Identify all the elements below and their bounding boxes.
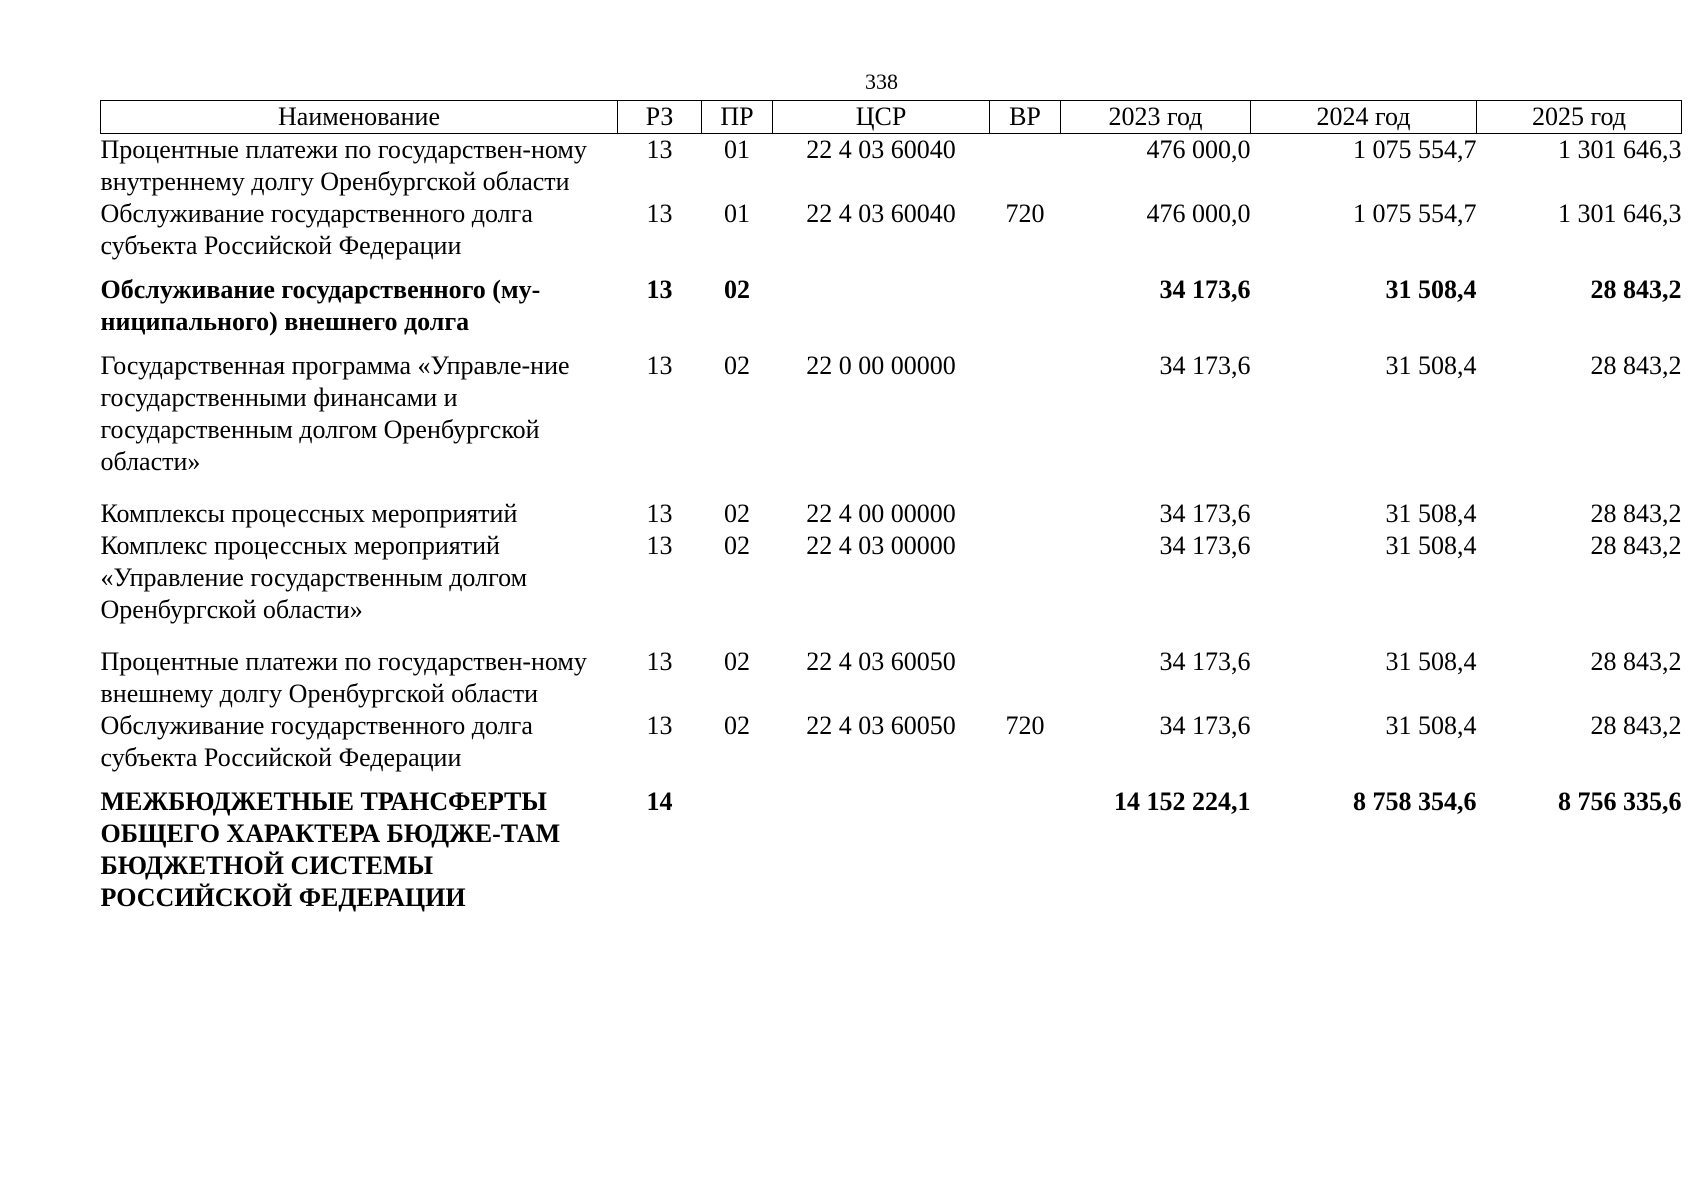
row-rz: 14 [646, 787, 673, 816]
row-name: Обслуживание государственного (му-ниципального) внешнего долга [100, 275, 541, 336]
row-csr: 22 0 00 00000 [806, 351, 956, 380]
row-csr: 22 4 03 60050 [806, 711, 956, 740]
row-pr: 01 [724, 135, 750, 164]
row-2023: 476 000,0 [1146, 135, 1251, 164]
header-2025: 2025 год [1477, 101, 1682, 134]
row-2024: 31 508,4 [1385, 711, 1477, 740]
budget-table [100, 100, 1682, 914]
row-2025: 1 301 646,3 [1558, 199, 1682, 228]
row-pr: 02 [724, 711, 750, 740]
table-row [101, 350, 1682, 498]
header-2023: 2023 год [1061, 101, 1251, 134]
row-2023: 34 173,6 [1159, 499, 1251, 528]
row-vr: 720 [1005, 711, 1045, 740]
row-2024: 31 508,4 [1385, 531, 1477, 560]
row-2024: 31 508,4 [1385, 275, 1477, 304]
row-name: Комплексы процессных мероприятий [100, 499, 518, 528]
header-rz: РЗ [618, 101, 702, 134]
row-name: Комплекс процессных мероприятий «Управление государственным долгом Оренбургской области» [100, 531, 528, 624]
row-2025: 28 843,2 [1590, 711, 1682, 740]
header-vr: ВР [990, 101, 1061, 134]
row-pr: 01 [724, 199, 750, 228]
table-row [101, 274, 1682, 350]
table-row [101, 710, 1682, 786]
row-vr [990, 646, 1061, 710]
row-pr [702, 786, 773, 914]
row-2025: 1 301 646,3 [1558, 135, 1682, 164]
row-2023: 34 173,6 [1159, 711, 1251, 740]
table-row [101, 134, 1682, 199]
row-name: Обслуживание государственного долга субъекта Российской Федерации [100, 711, 533, 772]
row-2023: 34 173,6 [1159, 531, 1251, 560]
row-rz: 13 [646, 499, 673, 528]
row-2023: 34 173,6 [1159, 351, 1251, 380]
row-name: МЕЖБЮДЖЕТНЫЕ ТРАНСФЕРТЫ ОБЩЕГО ХАРАКТЕРА БЮДЖЕ-ТАМ БЮДЖЕТНОЙ СИСТЕМЫ РОССИЙСКОЙ ФЕДЕРАЦИИ [100, 787, 561, 912]
row-rz: 13 [646, 199, 673, 228]
row-csr [773, 786, 990, 914]
row-vr [990, 274, 1061, 350]
table-row [101, 646, 1682, 710]
page-number: 338 [865, 69, 898, 94]
row-pr: 02 [724, 647, 750, 676]
row-csr [773, 274, 990, 350]
row-vr [990, 134, 1061, 199]
row-name: Государственная программа «Управле-ние государственными финансами и государственным долгом Оренбургской области» [100, 351, 570, 476]
row-2023: 34 173,6 [1159, 275, 1251, 304]
row-vr: 720 [1005, 199, 1045, 228]
table-row [101, 198, 1682, 274]
row-2023: 14 152 224,1 [1114, 787, 1251, 816]
row-2024: 1 075 554,7 [1353, 135, 1477, 164]
header-csr: ЦСР [773, 101, 990, 134]
row-pr: 02 [724, 499, 750, 528]
row-2025: 8 756 335,6 [1558, 787, 1682, 816]
row-name: Процентные платежи по государствен-ному внешнему долгу Оренбургской области [100, 647, 587, 708]
row-2024: 1 075 554,7 [1353, 199, 1477, 228]
row-csr: 22 4 03 60040 [806, 135, 956, 164]
row-2025: 28 843,2 [1590, 351, 1682, 380]
header-name: Наименование [101, 101, 618, 134]
row-csr: 22 4 03 00000 [806, 531, 956, 560]
header-pr: ПР [702, 101, 773, 134]
row-pr: 02 [724, 531, 750, 560]
table-header-row [101, 101, 1682, 134]
row-vr [990, 498, 1061, 530]
row-2024: 8 758 354,6 [1353, 787, 1477, 816]
row-vr [990, 350, 1061, 498]
row-2024: 31 508,4 [1385, 351, 1477, 380]
row-rz: 13 [646, 531, 673, 560]
row-csr: 22 4 00 00000 [806, 499, 956, 528]
row-csr: 22 4 03 60050 [806, 647, 956, 676]
row-2023: 476 000,0 [1146, 199, 1251, 228]
header-2024: 2024 год [1251, 101, 1477, 134]
row-2025: 28 843,2 [1590, 647, 1682, 676]
row-name: Обслуживание государственного долга субъекта Российской Федерации [100, 199, 533, 260]
row-rz: 13 [646, 647, 673, 676]
row-rz: 13 [646, 711, 673, 740]
row-csr: 22 4 03 60040 [806, 199, 956, 228]
row-rz: 13 [646, 135, 673, 164]
row-2025: 28 843,2 [1590, 531, 1682, 560]
row-vr [990, 530, 1061, 646]
row-vr [990, 786, 1061, 914]
row-rz: 13 [646, 275, 673, 304]
row-2023: 34 173,6 [1159, 647, 1251, 676]
row-2024: 31 508,4 [1385, 647, 1477, 676]
table-row [101, 498, 1682, 530]
row-pr: 02 [724, 275, 750, 304]
row-rz: 13 [646, 351, 673, 380]
row-2025: 28 843,2 [1590, 275, 1682, 304]
row-2025: 28 843,2 [1590, 499, 1682, 528]
row-pr: 02 [724, 351, 750, 380]
table-row [101, 530, 1682, 646]
row-name: Процентные платежи по государствен-ному внутреннему долгу Оренбургской области [100, 135, 587, 196]
table-row [101, 786, 1682, 914]
row-2024: 31 508,4 [1385, 499, 1477, 528]
